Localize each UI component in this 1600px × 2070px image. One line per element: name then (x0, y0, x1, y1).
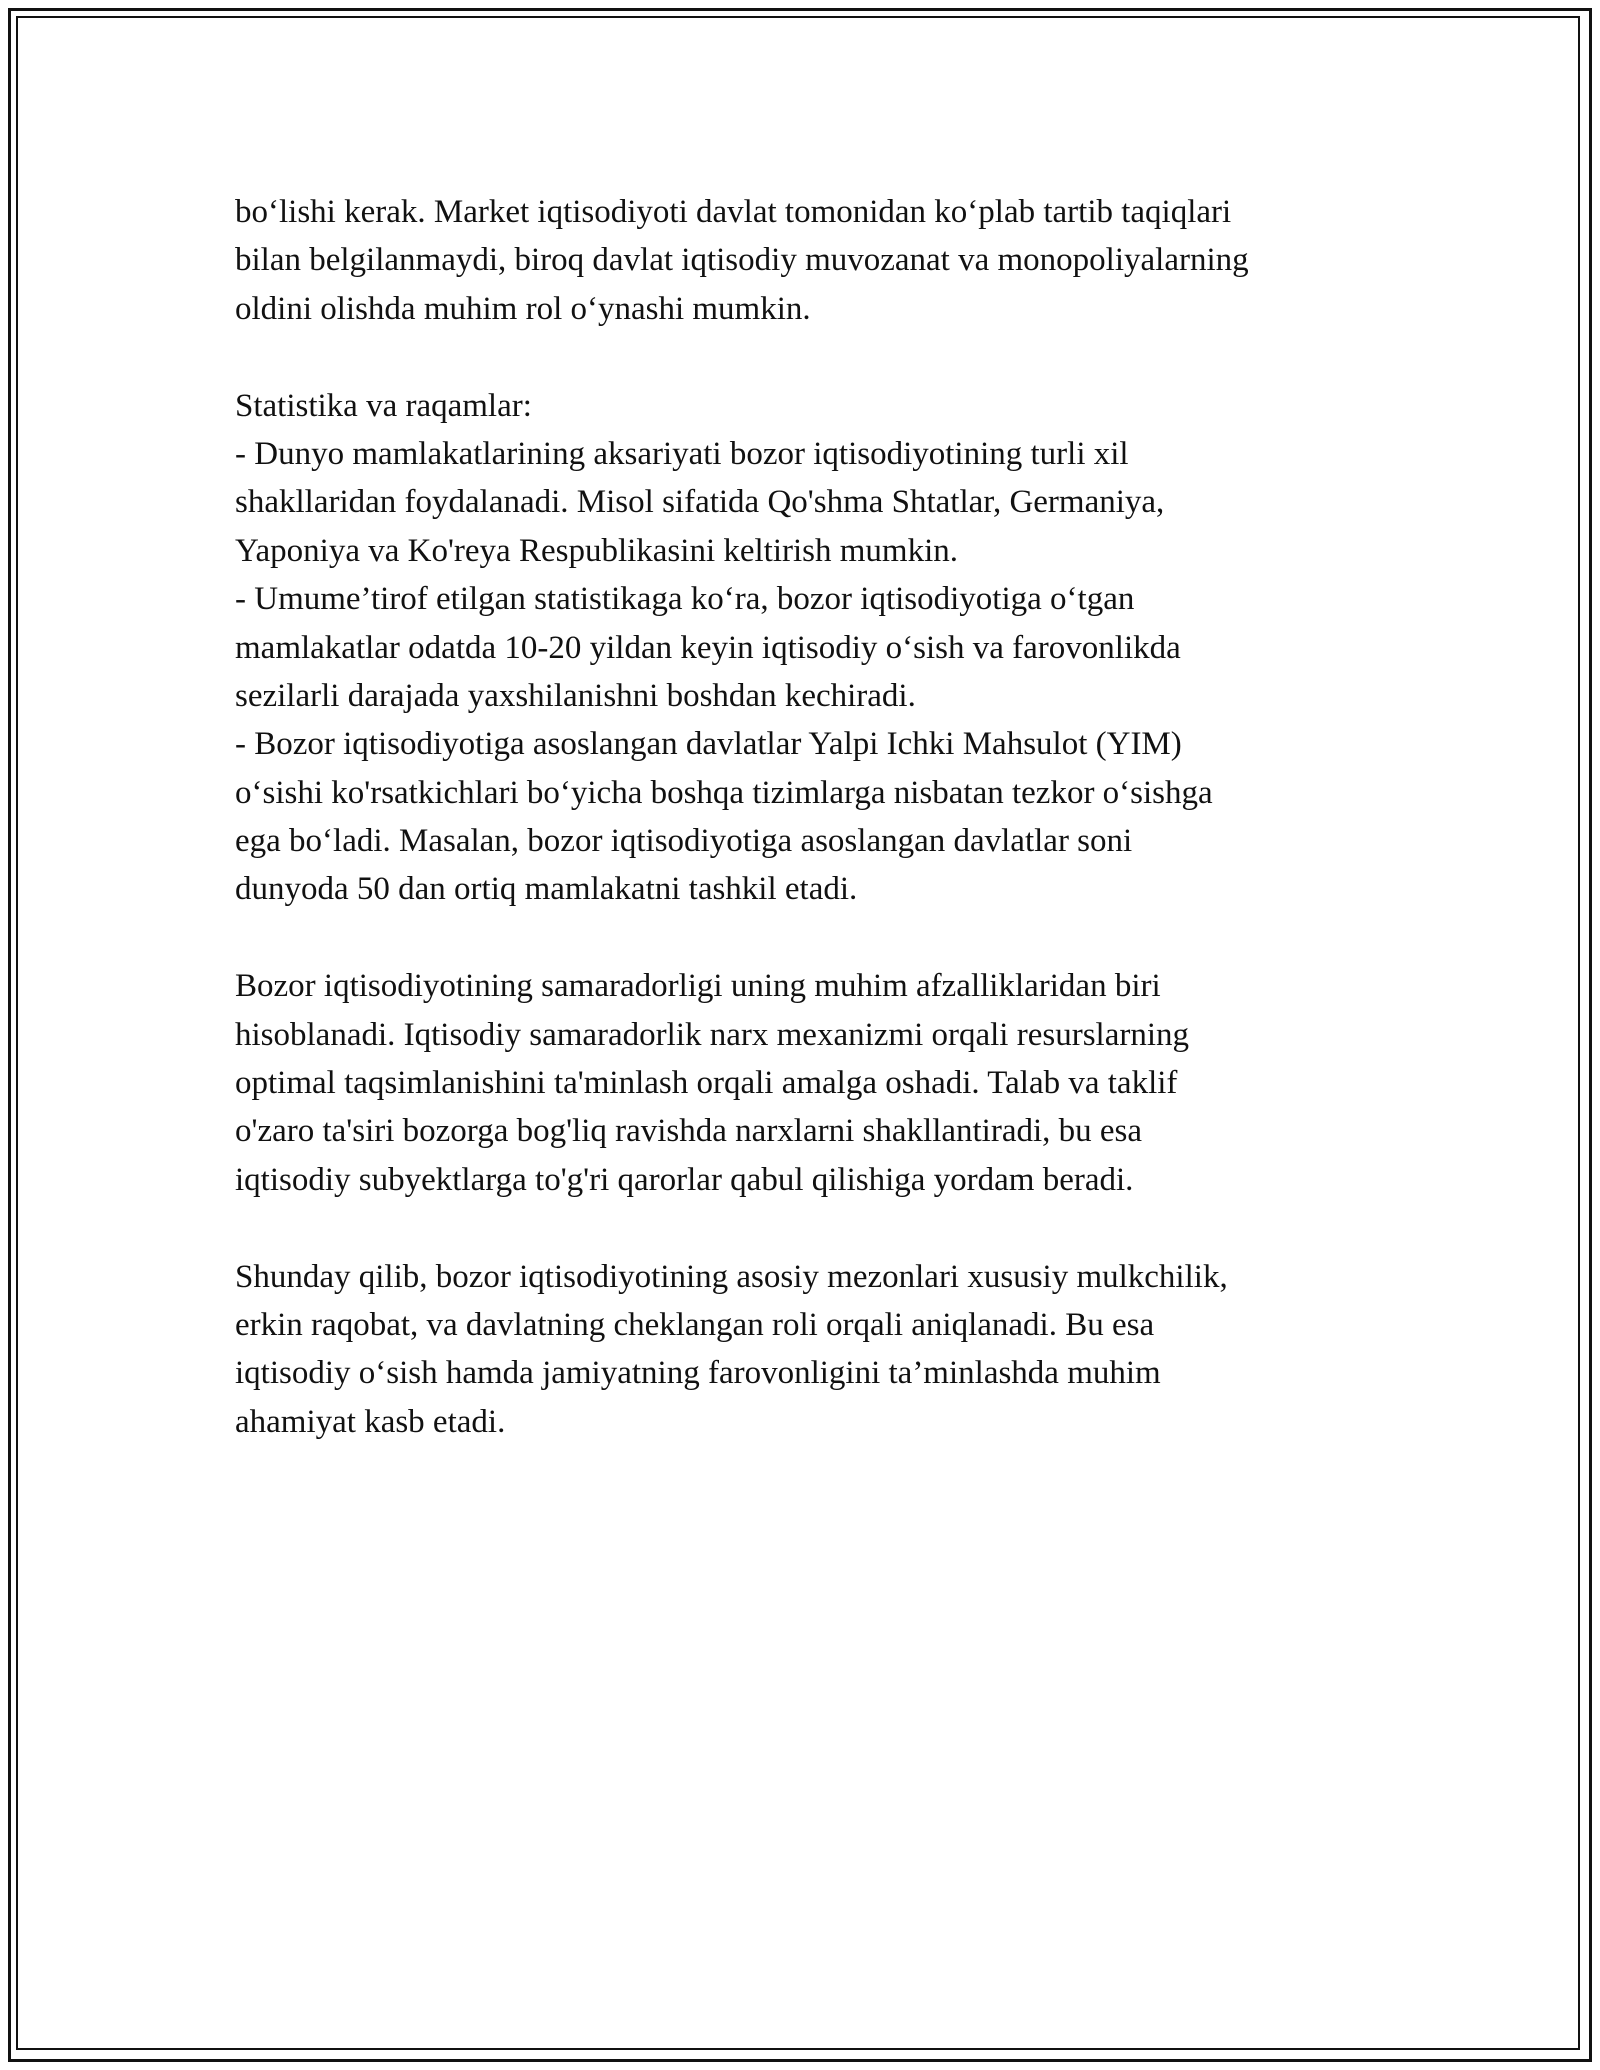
text-line: mamlakatlar odatda 10-20 yildan keyin iqtisodiy o‘sish va farovonlikda (235, 629, 1181, 666)
text-line: shakllaridan foydalanadi. Misol sifatida Qo'shma Shtatlar, Germaniya, (235, 484, 1165, 521)
stats-heading: Statistika va raqamlar: (235, 387, 532, 424)
text-line: dunyoda 50 dan ortiq mamlakatni tashkil etadi. (235, 871, 858, 908)
stats-section (235, 382, 1385, 914)
text-line: o'zaro ta'siri bozorga bog'liq ravishda narxlarni shakllantiradi, bu esa (235, 1113, 1143, 1150)
text-line: o‘sishi ko'rsatkichlari bo‘yicha boshqa tizimlarga nisbatan tezkor o‘sishga (235, 774, 1213, 811)
text-line: oldini olishda muhim rol o‘ynashi mumkin. (235, 290, 811, 327)
paragraph-spacer (235, 914, 1385, 962)
paragraph-spacer (235, 1204, 1385, 1252)
text-line: erkin raqobat, va davlatning cheklangan roli orqali aniqlanadi. Bu esa (235, 1306, 1155, 1343)
text-line: sezilarli darajada yaxshilanishni boshdan kechiradi. (235, 677, 916, 714)
text-line: bilan belgilanmaydi, biroq davlat iqtisodiy muvozanat va monopoliyalarning (235, 242, 1249, 279)
text-line: iqtisodiy subyektlarga to'g'ri qarorlar qabul qilishiga yordam beradi. (235, 1161, 1134, 1198)
paragraph-spacer (235, 333, 1385, 381)
stats-item (235, 430, 1385, 575)
text-line: ahamiyat kasb etadi. (235, 1403, 506, 1440)
paragraph-efficiency (235, 962, 1385, 1204)
text-line: Yaponiya va Ko'reya Respublikasini keltirish mumkin. (235, 532, 959, 569)
text-line: optimal taqsimlanishini ta'minlash orqali amalga oshadi. Talab va taklif (235, 1065, 1178, 1102)
text-line: Shunday qilib, bozor iqtisodiyotining asosiy mezonlari xususiy mulkchilik, (235, 1258, 1228, 1295)
text-line: - Dunyo mamlakatlarining aksariyati bozor iqtisodiyotining turli xil (235, 435, 1129, 472)
paragraph-intro (235, 188, 1385, 333)
text-line: Bozor iqtisodiyotining samaradorligi uning muhim afzalliklaridan biri (235, 968, 1161, 1005)
paragraph-conclusion (235, 1253, 1385, 1447)
document-body (235, 188, 1385, 1446)
text-line: - Umume’tirof etilgan statistikaga ko‘ra, bozor iqtisodiyotiga o‘tgan (235, 581, 1135, 618)
text-line: ega bo‘ladi. Masalan, bozor iqtisodiyotiga asoslangan davlatlar soni (235, 823, 1133, 860)
stats-item (235, 575, 1385, 720)
text-line: bo‘lishi kerak. Market iqtisodiyoti davlat tomonidan ko‘plab tartib taqiqlari (235, 194, 1232, 230)
stats-item (235, 720, 1385, 914)
text-line: iqtisodiy o‘sish hamda jamiyatning farovonligini ta’minlashda muhim (235, 1355, 1161, 1392)
text-line: hisoblanadi. Iqtisodiy samaradorlik narx mexanizmi orqali resurslarning (235, 1016, 1190, 1053)
text-line: - Bozor iqtisodiyotiga asoslangan davlatlar Yalpi Ichki Mahsulot (YIM) (235, 726, 1182, 763)
